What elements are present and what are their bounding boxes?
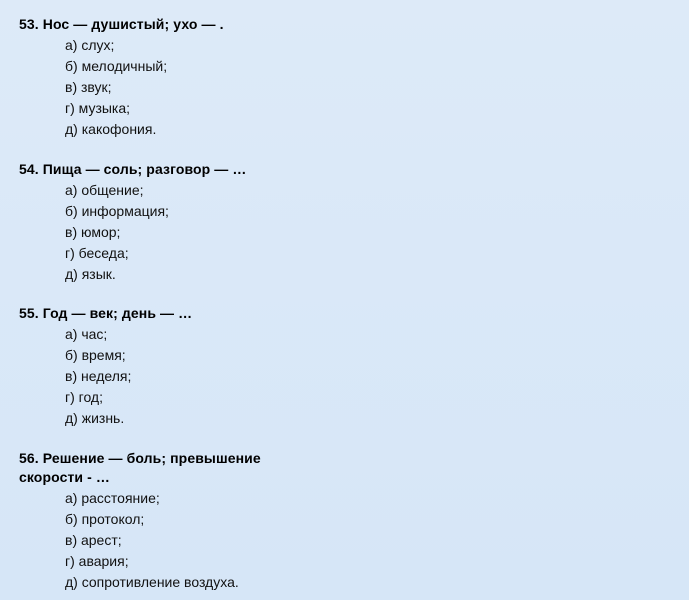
answer-option-e: д) язык. — [65, 266, 116, 282]
answer-option-d: г) музыка; — [65, 100, 131, 116]
answer-option-e: д) какофония. — [65, 121, 157, 137]
answer-option-d: г) год; — [65, 389, 103, 405]
answer-option-c: в) юмор; — [65, 224, 121, 240]
answer-option-b: б) протокол; — [65, 511, 145, 527]
answer-option-d: г) авария; — [65, 553, 129, 569]
question-title: 55. Год — век; день — … — [19, 305, 193, 321]
answer-option-c: в) арест; — [65, 532, 122, 548]
answer-option-a: а) расстояние; — [65, 490, 160, 506]
question-title: 56. Решение — боль; превышение скорости - … — [19, 450, 261, 485]
answer-option-e: д) жизнь. — [65, 410, 125, 426]
question-55 — [19, 304, 192, 429]
answer-option-a: а) общение; — [65, 182, 144, 198]
answer-option-e: д) сопротивление воздуха. — [65, 574, 239, 590]
answer-option-c: в) неделя; — [65, 368, 132, 384]
question-title: 53. Нос — душистый; ухо — . — [19, 16, 224, 32]
answer-option-a: а) слух; — [65, 37, 115, 53]
answer-options — [19, 488, 309, 593]
answer-option-b: б) информация; — [65, 203, 169, 219]
question-title: 54. Пища — соль; разговор — … — [19, 161, 247, 177]
answer-options — [19, 180, 246, 285]
answer-option-c: в) звук; — [65, 79, 112, 95]
answer-option-b: б) время; — [65, 347, 126, 363]
answer-option-b: б) мелодичный; — [65, 58, 168, 74]
question-54 — [19, 160, 246, 285]
question-56 — [19, 449, 309, 593]
answer-option-a: а) час; — [65, 326, 108, 342]
question-53 — [19, 15, 224, 140]
answer-options — [19, 324, 192, 429]
answer-option-d: г) беседа; — [65, 245, 129, 261]
answer-options — [19, 35, 224, 140]
